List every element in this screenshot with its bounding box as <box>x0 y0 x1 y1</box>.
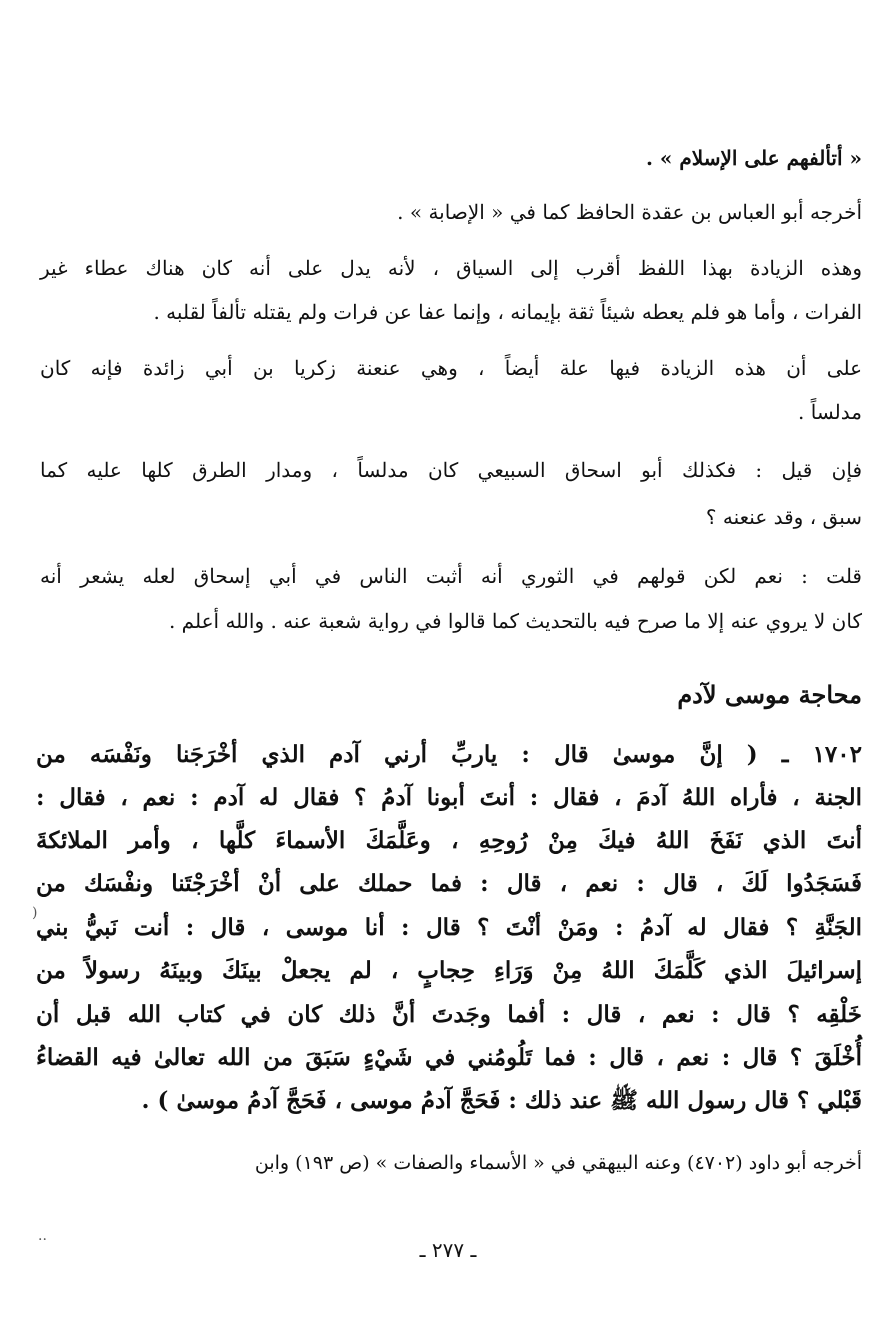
text-line-7: فإن قيل : فكذلك أبو اسحاق السبيعي كان مدلساً ، ومدار الطرق كلها عليه كما <box>40 458 863 482</box>
hadith-line-9: قَبْلي ؟ قال رسول الله ﷺ عند ذلك : فَحَجَّ آدمُ موسى ، فَحَجَّ آدمُ موسىٰ ) . <box>141 1087 862 1114</box>
margin-speck: ·· <box>38 1232 47 1248</box>
margin-mark: ( <box>32 905 38 921</box>
page-number: ـ ٢٧٧ ـ <box>419 1238 477 1262</box>
hadith-line-5: الجَنَّةِ ؟ فقال له آدمُ : ومَنْ أنْتَ ؟ قال : أنا موسى ، قال : أنت نَبيُّ بني <box>36 914 862 941</box>
text-line-2: أخرجه أبو العباس بن عقدة الحافظ كما في « الإصابة » . <box>397 200 862 224</box>
text-line-10: كان لا يروي عنه إلا ما صرح فيه بالتحديث كما قالوا في رواية شعبة عنه . والله أعلم . <box>168 609 862 633</box>
text-line-9: قلت : نعم لكن قولهم في الثوري أنه أثبت الناس في أبي إسحاق لعله يشعر أنه <box>40 564 862 588</box>
hadith-line-8: أُخْلَقَ ؟ قال : نعم ، قال : فما تَلُومُني في شَيْءٍ سَبَقَ من الله تعالىٰ فيه القضاءُ <box>36 1044 862 1071</box>
text-line-5: على أن هذه الزيادة فيها علة أيضاً ، وهي عنعنة زكريا بن أبي زائدة فإنه كان <box>40 356 862 380</box>
hadith-line-4: فَسَجَدُوا لَكَ ، قال : نعم ، قال : فما حملك على أنْ أخْرَجْتَنا ونفْسَك من <box>36 870 862 897</box>
hadith-line-2: الجنة ، فأراه اللهُ آدمَ ، فقال : أنتَ أبونا آدمُ ؟ فقال له آدم : نعم ، فقال : <box>36 784 862 811</box>
text-line-1: « أتألفهم على الإسلام » . <box>646 146 862 170</box>
section-heading: محاجة موسى لآدم <box>677 680 862 709</box>
hadith-line-3: أنتَ الذي نَفَخَ اللهُ فيكَ مِنْ رُوحِهِ ، وعَلَّمَكَ الأسماءَ كلَّها ، وأمر الملائكةَ <box>36 827 862 854</box>
text-line-6: مدلساً . <box>798 400 862 424</box>
hadith-line-6: إسرائيلَ الذي كَلَّمَكَ اللهُ مِنْ وَرَاءِ حِجابٍ ، لم يجعلْ بينَكَ وبينَهُ رسولاً من <box>36 957 862 984</box>
hadith-line-7: خَلْقِه ؟ قال : نعم ، قال : أفما وجَدتَ أنَّ ذلك كان في كتاب الله قبل أن <box>36 1001 862 1028</box>
text-line-3: وهذه الزيادة بهذا اللفظ أقرب إلى السياق ، لأنه يدل على أنه كان هناك عطاء غير <box>40 256 862 280</box>
text-line-4: الفرات ، وأما هو فلم يعطه شيئاً ثقة بإيمانه ، وإنما عفا عن فرات ولم يقتله تألفاً لقلبه . <box>153 300 862 324</box>
footnote-line: أخرجه أبو داود (٤٧٠٢) وعنه البيهقي في « الأسماء والصفات » (ص ١٩٣) وابن <box>254 1152 862 1174</box>
hadith-line-1: ١٧٠٢ ـ ( إنَّ موسىٰ قال : ياربِّ أرني آدم الذي أخْرَجَنا ونَفْسَه من <box>36 741 862 768</box>
text-line-8: سبق ، وقد عنعنه ؟ <box>705 505 862 529</box>
